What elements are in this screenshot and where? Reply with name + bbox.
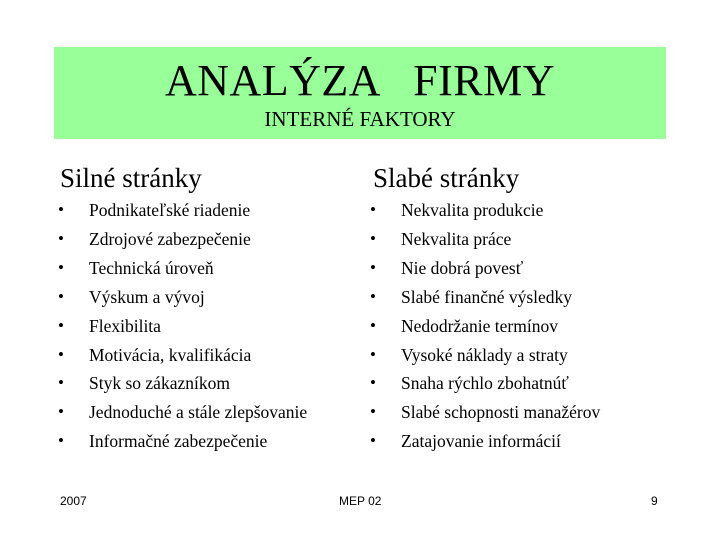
weaknesses-item-text: Nedodržanie termínov xyxy=(401,315,558,336)
bullet-icon: • xyxy=(58,257,64,277)
footer-center-text: MEP 02 xyxy=(339,494,382,508)
bullet-icon: • xyxy=(370,257,376,277)
weaknesses-item-text: Nekvalita produkcie xyxy=(401,200,544,220)
weaknesses-item xyxy=(370,283,670,312)
strengths-item-text: Styk so zákazníkom xyxy=(89,373,230,394)
strengths-item xyxy=(58,225,358,254)
weaknesses-heading: Slabé stránky xyxy=(373,163,520,193)
weaknesses-item xyxy=(370,196,670,225)
strengths-item-text: Flexibilita xyxy=(89,315,161,336)
weaknesses-item-text: Zatajovanie informácií xyxy=(401,431,561,452)
strengths-item-text: Výskum a vývoj xyxy=(89,286,205,307)
strengths-item-text: Technická úroveň xyxy=(89,257,214,278)
weaknesses-item-text: Nekvalita práce xyxy=(401,228,512,249)
weaknesses-item xyxy=(370,225,670,254)
strengths-item-text: Jednoduché a stále zlepšovanie xyxy=(89,402,308,423)
bullet-icon: • xyxy=(370,431,376,451)
weaknesses-item xyxy=(370,369,670,398)
slide-title: ANALÝZA FIRMY xyxy=(164,56,556,105)
strengths-item xyxy=(58,196,358,225)
bullet-icon: • xyxy=(370,344,376,364)
weaknesses-list xyxy=(370,196,670,456)
bullet-icon: • xyxy=(370,200,376,219)
strengths-heading: Silné stránky xyxy=(60,163,202,193)
bullet-icon: • xyxy=(58,286,64,306)
weaknesses-item-text: Nie dobrá povesť xyxy=(401,257,524,278)
bullet-icon: • xyxy=(58,402,64,422)
bullet-icon: • xyxy=(58,315,64,335)
weaknesses-item-text: Slabé schopnosti manažérov xyxy=(401,402,601,423)
title-banner xyxy=(54,47,666,139)
weaknesses-item xyxy=(370,312,670,341)
strengths-item xyxy=(58,427,358,456)
bullet-icon: • xyxy=(370,373,376,393)
bullet-icon: • xyxy=(58,344,64,364)
weaknesses-item xyxy=(370,341,670,370)
bullet-icon: • xyxy=(58,228,64,248)
bullet-icon: • xyxy=(58,373,64,393)
strengths-item xyxy=(58,369,358,398)
bullet-icon: • xyxy=(370,315,376,335)
page-number: 9 xyxy=(651,494,658,508)
strengths-item-text: Informačné zabezpečenie xyxy=(89,431,268,452)
bullet-icon: • xyxy=(370,286,376,306)
weaknesses-item-text: Slabé finančné výsledky xyxy=(401,286,573,307)
strengths-list xyxy=(58,196,358,456)
footer-year: 2007 xyxy=(60,494,87,508)
bullet-icon: • xyxy=(58,200,64,219)
weaknesses-item xyxy=(370,254,670,283)
slide-subtitle: INTERNÉ FAKTORY xyxy=(264,107,456,131)
strengths-item-text: Motivácia, kvalifikácia xyxy=(89,344,252,365)
bullet-icon: • xyxy=(370,228,376,248)
weaknesses-item-text: Snaha rýchlo zbohatnúť xyxy=(401,373,569,394)
weaknesses-item-text: Vysoké náklady a straty xyxy=(401,344,568,365)
strengths-item-text: Zdrojové zabezpečenie xyxy=(89,228,251,249)
weaknesses-item xyxy=(370,398,670,427)
bullet-icon: • xyxy=(370,402,376,422)
strengths-item-text: Podnikateľské riadenie xyxy=(89,200,251,220)
strengths-item xyxy=(58,312,358,341)
strengths-item xyxy=(58,398,358,427)
strengths-item xyxy=(58,283,358,312)
weaknesses-item xyxy=(370,427,670,456)
strengths-item xyxy=(58,254,358,283)
bullet-icon: • xyxy=(58,431,64,451)
strengths-item xyxy=(58,341,358,370)
